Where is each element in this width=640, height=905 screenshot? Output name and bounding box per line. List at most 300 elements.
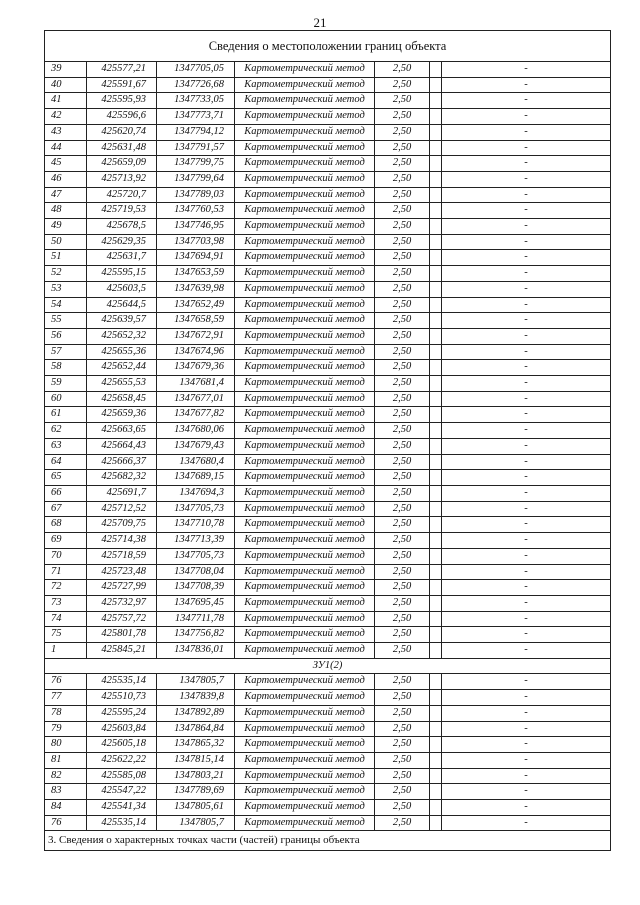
- coord-x: 425801,78: [87, 627, 157, 643]
- method: Картометрический метод: [235, 438, 375, 454]
- table-row: [45, 643, 611, 659]
- coord-x: 425732,97: [87, 595, 157, 611]
- table-row: [45, 501, 611, 517]
- coord-y: 1347703,98: [157, 234, 235, 250]
- point-number: 47: [45, 187, 87, 203]
- point-number: 1: [45, 643, 87, 659]
- method: Картометрический метод: [235, 62, 375, 78]
- method: Картометрический метод: [235, 674, 375, 690]
- empty-cell: [430, 643, 442, 659]
- note: -: [442, 752, 611, 768]
- method: Картометрический метод: [235, 140, 375, 156]
- accuracy: 2,50: [375, 250, 430, 266]
- note: -: [442, 124, 611, 140]
- coord-y: 1347708,04: [157, 564, 235, 580]
- coord-y: 1347892,89: [157, 705, 235, 721]
- empty-cell: [430, 470, 442, 486]
- accuracy: 2,50: [375, 705, 430, 721]
- coord-x: 425655,53: [87, 376, 157, 392]
- table-row: [45, 517, 611, 533]
- table-row: [45, 109, 611, 125]
- zone-label-row: [45, 658, 611, 674]
- method: Картометрический метод: [235, 705, 375, 721]
- coord-y: 1347864,84: [157, 721, 235, 737]
- point-number: 84: [45, 800, 87, 816]
- table-row: [45, 752, 611, 768]
- table-row: [45, 548, 611, 564]
- method: Картометрический метод: [235, 580, 375, 596]
- section-footer: 3. Сведения о характерных точках части (частей) границы объекта: [45, 831, 611, 851]
- table-row: [45, 737, 611, 753]
- table-title: Сведения о местоположении границ объекта: [45, 31, 611, 62]
- note: -: [442, 580, 611, 596]
- coord-x: 425620,74: [87, 124, 157, 140]
- accuracy: 2,50: [375, 784, 430, 800]
- coord-x: 425585,08: [87, 768, 157, 784]
- point-number: 73: [45, 595, 87, 611]
- accuracy: 2,50: [375, 62, 430, 78]
- coord-x: 425535,14: [87, 674, 157, 690]
- method: Картометрический метод: [235, 313, 375, 329]
- point-number: 49: [45, 219, 87, 235]
- table-row: [45, 156, 611, 172]
- empty-cell: [430, 705, 442, 721]
- coord-y: 1347836,01: [157, 643, 235, 659]
- method: Картометрический метод: [235, 391, 375, 407]
- empty-cell: [430, 407, 442, 423]
- accuracy: 2,50: [375, 800, 430, 816]
- coord-x: 425663,65: [87, 423, 157, 439]
- empty-cell: [430, 124, 442, 140]
- coord-x: 425659,09: [87, 156, 157, 172]
- coord-x: 425603,5: [87, 281, 157, 297]
- note: -: [442, 564, 611, 580]
- table-row: [45, 266, 611, 282]
- coord-x: 425596,6: [87, 109, 157, 125]
- empty-cell: [430, 313, 442, 329]
- note: -: [442, 595, 611, 611]
- coord-x: 425727,99: [87, 580, 157, 596]
- point-number: 58: [45, 360, 87, 376]
- coord-x: 425757,72: [87, 611, 157, 627]
- coord-y: 1347679,36: [157, 360, 235, 376]
- method: Картометрический метод: [235, 470, 375, 486]
- empty-cell: [430, 737, 442, 753]
- empty-cell: [430, 62, 442, 78]
- coord-y: 1347674,96: [157, 344, 235, 360]
- coord-y: 1347658,59: [157, 313, 235, 329]
- coord-x: 425678,5: [87, 219, 157, 235]
- coord-y: 1347713,39: [157, 533, 235, 549]
- coord-y: 1347705,73: [157, 548, 235, 564]
- coord-y: 1347695,45: [157, 595, 235, 611]
- table-row: [45, 438, 611, 454]
- empty-cell: [430, 611, 442, 627]
- table-row: [45, 376, 611, 392]
- coord-x: 425622,22: [87, 752, 157, 768]
- table-row: [45, 281, 611, 297]
- accuracy: 2,50: [375, 768, 430, 784]
- empty-cell: [430, 171, 442, 187]
- point-number: 76: [45, 674, 87, 690]
- method: Картометрический метод: [235, 737, 375, 753]
- coord-x: 425639,57: [87, 313, 157, 329]
- coord-x: 425541,34: [87, 800, 157, 816]
- empty-cell: [430, 815, 442, 831]
- point-number: 40: [45, 77, 87, 93]
- method: Картометрический метод: [235, 690, 375, 706]
- empty-cell: [430, 501, 442, 517]
- accuracy: 2,50: [375, 752, 430, 768]
- empty-cell: [430, 800, 442, 816]
- point-number: 70: [45, 548, 87, 564]
- accuracy: 2,50: [375, 438, 430, 454]
- point-number: 52: [45, 266, 87, 282]
- table-row: [45, 800, 611, 816]
- note: -: [442, 643, 611, 659]
- point-number: 42: [45, 109, 87, 125]
- empty-cell: [430, 140, 442, 156]
- point-number: 79: [45, 721, 87, 737]
- method: Картометрический метод: [235, 297, 375, 313]
- note: -: [442, 548, 611, 564]
- method: Картометрический метод: [235, 93, 375, 109]
- method: Картометрический метод: [235, 595, 375, 611]
- empty-cell: [430, 203, 442, 219]
- coord-y: 1347677,82: [157, 407, 235, 423]
- empty-cell: [430, 109, 442, 125]
- coord-x: 425655,36: [87, 344, 157, 360]
- accuracy: 2,50: [375, 517, 430, 533]
- accuracy: 2,50: [375, 171, 430, 187]
- empty-cell: [430, 564, 442, 580]
- accuracy: 2,50: [375, 360, 430, 376]
- point-number: 71: [45, 564, 87, 580]
- table-row: [45, 297, 611, 313]
- note: -: [442, 815, 611, 831]
- point-number: 64: [45, 454, 87, 470]
- note: -: [442, 737, 611, 753]
- table-row: [45, 250, 611, 266]
- coord-y: 1347711,78: [157, 611, 235, 627]
- note: -: [442, 391, 611, 407]
- method: Картометрический метод: [235, 752, 375, 768]
- table-row: [45, 313, 611, 329]
- coord-x: 425720,7: [87, 187, 157, 203]
- accuracy: 2,50: [375, 470, 430, 486]
- coord-y: 1347680,06: [157, 423, 235, 439]
- empty-cell: [430, 485, 442, 501]
- point-number: 68: [45, 517, 87, 533]
- table-row: [45, 391, 611, 407]
- method: Картометрический метод: [235, 250, 375, 266]
- note: -: [442, 611, 611, 627]
- accuracy: 2,50: [375, 344, 430, 360]
- note: -: [442, 156, 611, 172]
- coord-x: 425631,7: [87, 250, 157, 266]
- accuracy: 2,50: [375, 690, 430, 706]
- table-row: [45, 407, 611, 423]
- coord-x: 425644,5: [87, 297, 157, 313]
- note: -: [442, 171, 611, 187]
- point-number: 50: [45, 234, 87, 250]
- coord-y: 1347789,03: [157, 187, 235, 203]
- point-number: 76: [45, 815, 87, 831]
- point-number: 53: [45, 281, 87, 297]
- point-number: 54: [45, 297, 87, 313]
- accuracy: 2,50: [375, 77, 430, 93]
- point-number: 72: [45, 580, 87, 596]
- coord-x: 425631,48: [87, 140, 157, 156]
- coord-x: 425712,52: [87, 501, 157, 517]
- empty-cell: [430, 156, 442, 172]
- method: Картометрический метод: [235, 203, 375, 219]
- method: Картометрический метод: [235, 800, 375, 816]
- coord-x: 425658,45: [87, 391, 157, 407]
- empty-cell: [430, 266, 442, 282]
- empty-cell: [430, 627, 442, 643]
- coord-y: 1347694,91: [157, 250, 235, 266]
- coord-x: 425591,67: [87, 77, 157, 93]
- accuracy: 2,50: [375, 219, 430, 235]
- empty-cell: [430, 391, 442, 407]
- coord-y: 1347733,05: [157, 93, 235, 109]
- method: Картометрический метод: [235, 109, 375, 125]
- table-row: [45, 580, 611, 596]
- method: Картометрический метод: [235, 281, 375, 297]
- method: Картометрический метод: [235, 768, 375, 784]
- accuracy: 2,50: [375, 266, 430, 282]
- note: -: [442, 344, 611, 360]
- method: Картометрический метод: [235, 517, 375, 533]
- accuracy: 2,50: [375, 297, 430, 313]
- point-number: 57: [45, 344, 87, 360]
- method: Картометрический метод: [235, 219, 375, 235]
- note: -: [442, 219, 611, 235]
- point-number: 48: [45, 203, 87, 219]
- coord-y: 1347799,75: [157, 156, 235, 172]
- note: -: [442, 407, 611, 423]
- accuracy: 2,50: [375, 313, 430, 329]
- coord-y: 1347681,4: [157, 376, 235, 392]
- coord-y: 1347839,8: [157, 690, 235, 706]
- coord-y: 1347799,64: [157, 171, 235, 187]
- accuracy: 2,50: [375, 485, 430, 501]
- coord-x: 425595,93: [87, 93, 157, 109]
- point-number: 77: [45, 690, 87, 706]
- section-footer-row: [45, 831, 611, 851]
- boundary-coordinates-table: [44, 30, 611, 851]
- point-number: 41: [45, 93, 87, 109]
- table-row: [45, 234, 611, 250]
- method: Картометрический метод: [235, 548, 375, 564]
- table-row: [45, 533, 611, 549]
- coord-y: 1347653,59: [157, 266, 235, 282]
- note: -: [442, 768, 611, 784]
- note: -: [442, 109, 611, 125]
- note: -: [442, 674, 611, 690]
- table-row: [45, 705, 611, 721]
- accuracy: 2,50: [375, 454, 430, 470]
- empty-cell: [430, 281, 442, 297]
- note: -: [442, 501, 611, 517]
- note: -: [442, 62, 611, 78]
- table-row: [45, 768, 611, 784]
- coord-y: 1347708,39: [157, 580, 235, 596]
- page-number: 21: [313, 15, 327, 30]
- point-number: 46: [45, 171, 87, 187]
- empty-cell: [430, 454, 442, 470]
- coord-y: 1347677,01: [157, 391, 235, 407]
- coord-y: 1347794,12: [157, 124, 235, 140]
- note: -: [442, 77, 611, 93]
- point-number: 62: [45, 423, 87, 439]
- table-row: [45, 344, 611, 360]
- table-row: [45, 62, 611, 78]
- method: Картометрический метод: [235, 611, 375, 627]
- point-number: 43: [45, 124, 87, 140]
- coord-x: 425713,92: [87, 171, 157, 187]
- table-row: [45, 360, 611, 376]
- accuracy: 2,50: [375, 815, 430, 831]
- coord-x: 425845,21: [87, 643, 157, 659]
- coord-y: 1347746,95: [157, 219, 235, 235]
- table-row: [45, 219, 611, 235]
- coord-y: 1347710,78: [157, 517, 235, 533]
- coord-x: 425547,22: [87, 784, 157, 800]
- method: Картометрический метод: [235, 564, 375, 580]
- empty-cell: [430, 297, 442, 313]
- method: Картометрический метод: [235, 77, 375, 93]
- note: -: [442, 328, 611, 344]
- method: Картометрический метод: [235, 187, 375, 203]
- method: Картометрический метод: [235, 234, 375, 250]
- point-number: 78: [45, 705, 87, 721]
- note: -: [442, 784, 611, 800]
- empty-cell: [430, 219, 442, 235]
- empty-cell: [430, 690, 442, 706]
- point-number: 60: [45, 391, 87, 407]
- note: -: [442, 266, 611, 282]
- note: -: [442, 423, 611, 439]
- empty-cell: [430, 548, 442, 564]
- table-row: [45, 454, 611, 470]
- note: -: [442, 627, 611, 643]
- accuracy: 2,50: [375, 124, 430, 140]
- point-number: 69: [45, 533, 87, 549]
- accuracy: 2,50: [375, 109, 430, 125]
- point-number: 75: [45, 627, 87, 643]
- point-number: 65: [45, 470, 87, 486]
- note: -: [442, 721, 611, 737]
- method: Картометрический метод: [235, 328, 375, 344]
- accuracy: 2,50: [375, 328, 430, 344]
- accuracy: 2,50: [375, 391, 430, 407]
- accuracy: 2,50: [375, 643, 430, 659]
- accuracy: 2,50: [375, 721, 430, 737]
- point-number: 83: [45, 784, 87, 800]
- coord-y: 1347789,69: [157, 784, 235, 800]
- empty-cell: [430, 517, 442, 533]
- table-row: [45, 203, 611, 219]
- empty-cell: [430, 533, 442, 549]
- coord-y: 1347773,71: [157, 109, 235, 125]
- note: -: [442, 281, 611, 297]
- coord-y: 1347803,21: [157, 768, 235, 784]
- coord-y: 1347694,3: [157, 485, 235, 501]
- coord-x: 425682,32: [87, 470, 157, 486]
- table-title-row: [45, 31, 611, 62]
- coord-x: 425603,84: [87, 721, 157, 737]
- point-number: 51: [45, 250, 87, 266]
- empty-cell: [430, 93, 442, 109]
- accuracy: 2,50: [375, 580, 430, 596]
- table-row: [45, 564, 611, 580]
- accuracy: 2,50: [375, 407, 430, 423]
- coord-x: 425629,35: [87, 234, 157, 250]
- coord-y: 1347679,43: [157, 438, 235, 454]
- method: Картометрический метод: [235, 627, 375, 643]
- coord-y: 1347689,15: [157, 470, 235, 486]
- empty-cell: [430, 580, 442, 596]
- note: -: [442, 533, 611, 549]
- table-row: [45, 674, 611, 690]
- coord-y: 1347705,73: [157, 501, 235, 517]
- coord-x: 425664,43: [87, 438, 157, 454]
- table-row: [45, 140, 611, 156]
- table-row: [45, 124, 611, 140]
- coord-x: 425719,53: [87, 203, 157, 219]
- note: -: [442, 360, 611, 376]
- coord-x: 425714,38: [87, 533, 157, 549]
- method: Картометрический метод: [235, 485, 375, 501]
- note: -: [442, 438, 611, 454]
- point-number: 74: [45, 611, 87, 627]
- table-row: [45, 171, 611, 187]
- accuracy: 2,50: [375, 674, 430, 690]
- table-row: [45, 93, 611, 109]
- coord-y: 1347756,82: [157, 627, 235, 643]
- method: Картометрический метод: [235, 784, 375, 800]
- point-number: 59: [45, 376, 87, 392]
- coord-x: 425577,21: [87, 62, 157, 78]
- method: Картометрический метод: [235, 156, 375, 172]
- note: -: [442, 376, 611, 392]
- coord-y: 1347672,91: [157, 328, 235, 344]
- empty-cell: [430, 721, 442, 737]
- method: Картометрический метод: [235, 360, 375, 376]
- note: -: [442, 297, 611, 313]
- coord-y: 1347865,32: [157, 737, 235, 753]
- point-number: 63: [45, 438, 87, 454]
- note: -: [442, 470, 611, 486]
- table-row: [45, 328, 611, 344]
- point-number: 45: [45, 156, 87, 172]
- method: Картометрический метод: [235, 376, 375, 392]
- accuracy: 2,50: [375, 423, 430, 439]
- accuracy: 2,50: [375, 627, 430, 643]
- table-row: [45, 423, 611, 439]
- empty-cell: [430, 752, 442, 768]
- table-row: [45, 815, 611, 831]
- accuracy: 2,50: [375, 140, 430, 156]
- coord-x: 425709,75: [87, 517, 157, 533]
- point-number: 82: [45, 768, 87, 784]
- coord-x: 425510,73: [87, 690, 157, 706]
- method: Картометрический метод: [235, 266, 375, 282]
- note: -: [442, 485, 611, 501]
- empty-cell: [430, 595, 442, 611]
